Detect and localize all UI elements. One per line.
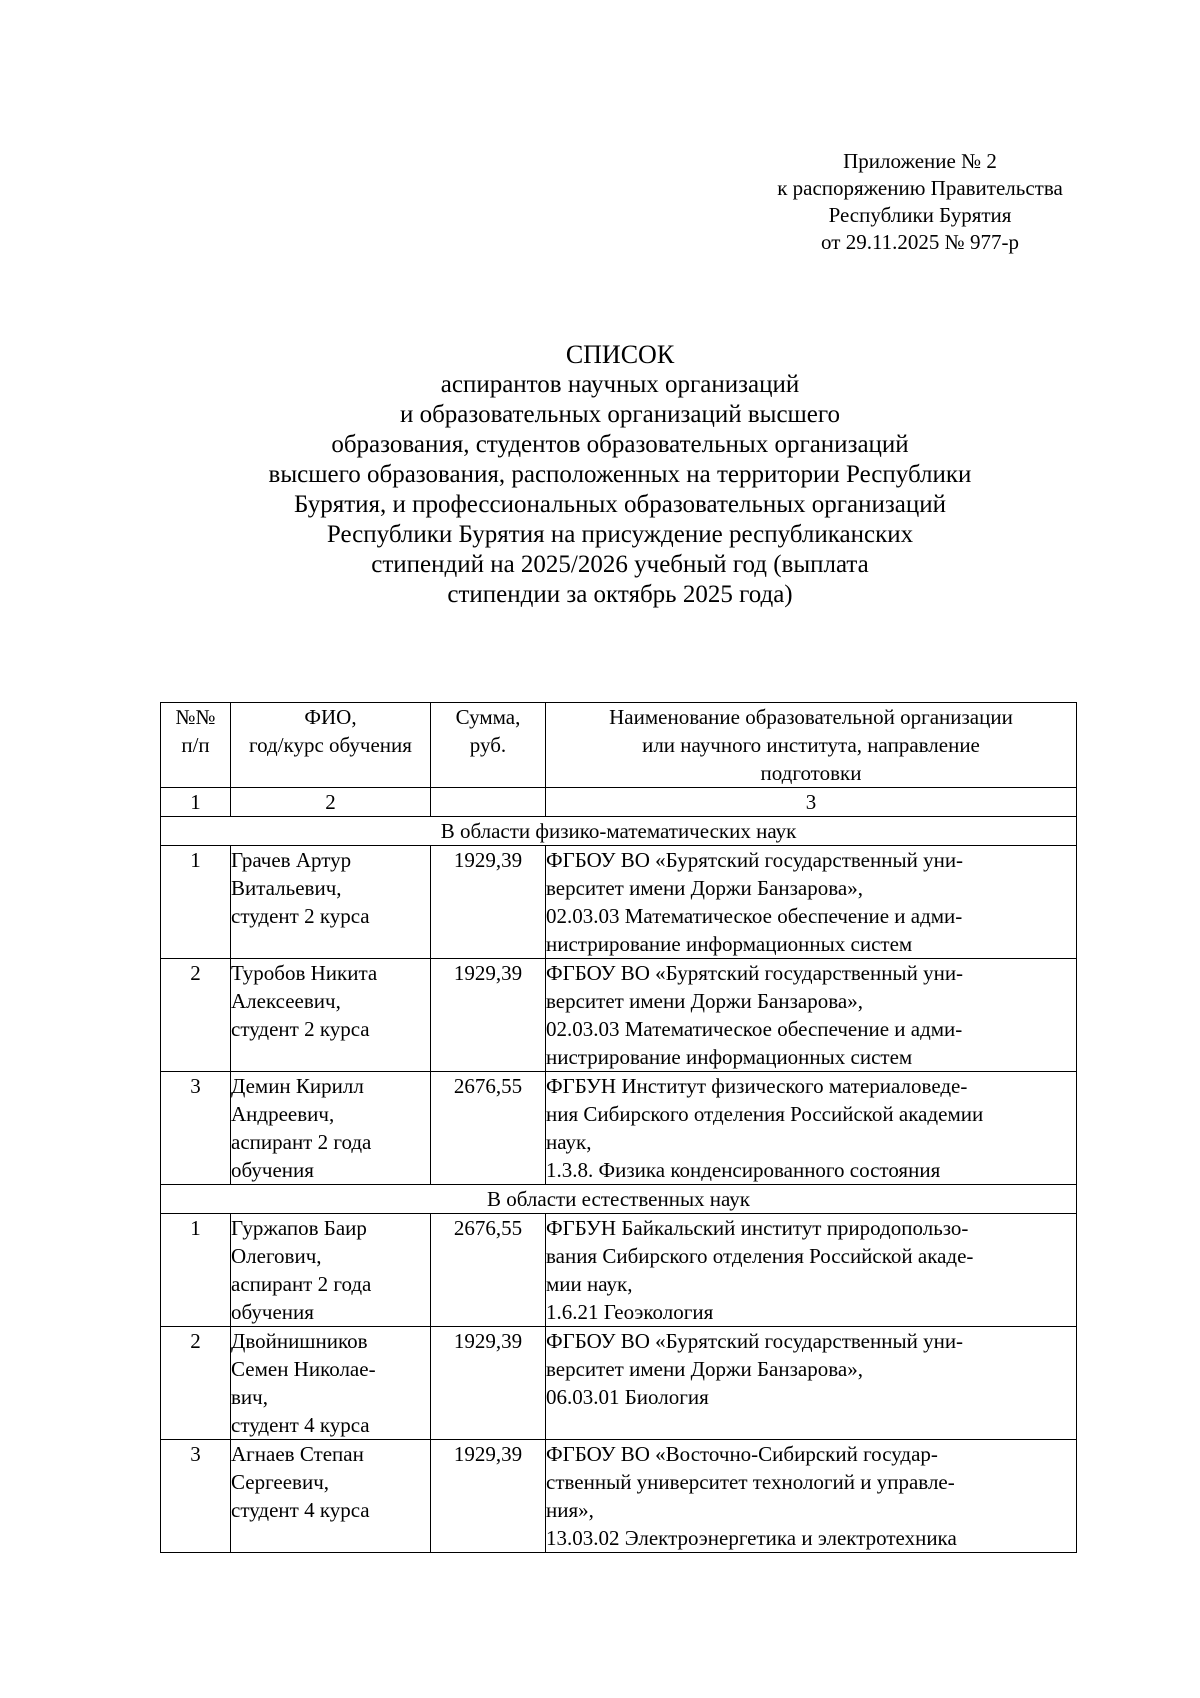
title-line: стипендии за октябрь 2025 года) bbox=[447, 581, 793, 608]
stipend-amount: 2676,55 bbox=[431, 1072, 546, 1185]
header-fio-line: ФИО, bbox=[304, 705, 357, 729]
organization-name bbox=[546, 1072, 1077, 1185]
header-sum-line: Сумма, bbox=[455, 705, 521, 729]
student-name-line: Гуржапов Баир bbox=[231, 1216, 367, 1240]
organization-line: ФГБУН Институт физического материаловеде- bbox=[546, 1074, 968, 1098]
row-number: 3 bbox=[161, 1072, 231, 1185]
organization-line: ФГБОУ ВО «Бурятский государственный уни- bbox=[546, 961, 964, 985]
header-org-line: Наименование образовательной организации bbox=[609, 705, 1013, 729]
student-name-line: Алексеевич, bbox=[231, 989, 341, 1013]
col-number: 2 bbox=[231, 788, 431, 817]
student-name-line: Агнаев Степан bbox=[231, 1442, 364, 1466]
row-number: 2 bbox=[161, 1327, 231, 1440]
title-line: образования, студентов образовательных организаций bbox=[331, 431, 909, 458]
table-row bbox=[161, 1072, 1077, 1185]
section-row bbox=[161, 1185, 1077, 1214]
appendix-block bbox=[740, 148, 1100, 256]
title-line: стипендий на 2025/2026 учебный год (выплата bbox=[371, 551, 869, 578]
table-row bbox=[161, 1440, 1077, 1553]
title-line: Бурятия, и профессиональных образовательных организаций bbox=[293, 491, 947, 518]
organization-line: 1.6.21 Геоэкология bbox=[546, 1300, 714, 1324]
student-name-line: Андреевич, bbox=[231, 1102, 335, 1126]
table-row bbox=[161, 846, 1077, 959]
student-name bbox=[231, 1440, 431, 1553]
title-line: Республики Бурятия на присуждение республиканских bbox=[326, 521, 914, 548]
stipend-amount: 1929,39 bbox=[431, 1327, 546, 1440]
organization-line: ния Сибирского отделения Российской академии bbox=[546, 1102, 984, 1126]
organization-line: ния», bbox=[546, 1498, 594, 1522]
student-name-line: студент 4 курса bbox=[231, 1413, 370, 1437]
student-name-line: Семен Николае- bbox=[231, 1357, 376, 1381]
header-fio bbox=[231, 703, 431, 788]
organization-line: нистрирование информационных систем bbox=[546, 1045, 913, 1069]
table-header-row bbox=[161, 703, 1077, 788]
organization-line: вания Сибирского отделения Российской акаде- bbox=[546, 1244, 974, 1268]
organization-name bbox=[546, 846, 1077, 959]
header-sum bbox=[431, 703, 546, 788]
organization-line: ственный университет технологий и управле- bbox=[546, 1470, 955, 1494]
student-name-line: Сергеевич, bbox=[231, 1470, 330, 1494]
student-name-line: обучения bbox=[231, 1300, 314, 1324]
title-line: высшего образования, расположенных на территории Республики bbox=[268, 461, 972, 488]
student-name-line: студент 4 курса bbox=[231, 1498, 370, 1522]
student-name-line: Демин Кирилл bbox=[231, 1074, 364, 1098]
student-name-line: Двойнишников bbox=[231, 1329, 368, 1353]
student-name-line: Витальевич, bbox=[231, 876, 342, 900]
student-name bbox=[231, 959, 431, 1072]
organization-line: нистрирование информационных систем bbox=[546, 932, 913, 956]
stipend-amount: 1929,39 bbox=[431, 1440, 546, 1553]
student-name-line: аспирант 2 года bbox=[231, 1130, 372, 1154]
title-line: и образовательных организаций высшего bbox=[399, 401, 841, 428]
student-name-line: студент 2 курса bbox=[231, 904, 370, 928]
student-name bbox=[231, 1327, 431, 1440]
header-fio-line: год/курс обучения bbox=[249, 733, 412, 757]
col-number: 3 bbox=[546, 788, 1077, 817]
student-name bbox=[231, 1214, 431, 1327]
student-name-line: аспирант 2 года bbox=[231, 1272, 372, 1296]
stipend-amount: 1929,39 bbox=[431, 846, 546, 959]
student-name-line: вич, bbox=[231, 1385, 268, 1409]
header-org-line: подготовки bbox=[760, 761, 862, 785]
organization-line: ФГБОУ ВО «Бурятский государственный уни- bbox=[546, 848, 964, 872]
header-num-line: №№ bbox=[175, 705, 216, 729]
column-number-row bbox=[161, 788, 1077, 817]
title-heading: СПИСОК bbox=[565, 340, 675, 369]
header-org-line: или научного института, направление bbox=[642, 733, 980, 757]
row-number: 2 bbox=[161, 959, 231, 1072]
appendix-line: от 29.11.2025 № 977-р bbox=[821, 230, 1019, 254]
organization-line: ФГБУН Байкальский институт природопользо- bbox=[546, 1216, 969, 1240]
organization-name bbox=[546, 1214, 1077, 1327]
organization-name bbox=[546, 959, 1077, 1072]
organization-line: мии наук, bbox=[546, 1272, 633, 1296]
organization-line: 13.03.02 Электроэнергетика и электротехника bbox=[546, 1526, 957, 1550]
organization-line: 02.03.03 Математическое обеспечение и адми- bbox=[546, 904, 963, 928]
document-title bbox=[180, 340, 1060, 610]
row-number: 3 bbox=[161, 1440, 231, 1553]
organization-line: верситет имени Доржи Банзарова», bbox=[546, 1357, 863, 1381]
stipend-table bbox=[160, 702, 1077, 1553]
student-name-line: студент 2 курса bbox=[231, 1017, 370, 1041]
table-row bbox=[161, 1327, 1077, 1440]
section-row bbox=[161, 817, 1077, 846]
student-name-line: Грачев Артур bbox=[231, 848, 352, 872]
organization-line: 06.03.01 Биология bbox=[546, 1385, 709, 1409]
student-name-line: Олегович, bbox=[231, 1244, 322, 1268]
col-number: 1 bbox=[161, 788, 231, 817]
organization-line: верситет имени Доржи Банзарова», bbox=[546, 876, 863, 900]
col-number bbox=[431, 788, 546, 817]
student-name bbox=[231, 1072, 431, 1185]
appendix-line: Приложение № 2 bbox=[843, 149, 997, 173]
organization-name bbox=[546, 1440, 1077, 1553]
appendix-line: к распоряжению Правительства bbox=[777, 176, 1063, 200]
organization-line: ФГБОУ ВО «Восточно-Сибирский государ- bbox=[546, 1442, 938, 1466]
header-sum-line: руб. bbox=[469, 733, 507, 757]
table-row bbox=[161, 1214, 1077, 1327]
organization-line: 02.03.03 Математическое обеспечение и адми- bbox=[546, 1017, 963, 1041]
organization-line: 1.3.8. Физика конденсированного состояния bbox=[546, 1158, 941, 1182]
table-body bbox=[161, 817, 1077, 1553]
organization-line: наук, bbox=[546, 1130, 592, 1154]
appendix-line: Республики Бурятия bbox=[828, 203, 1012, 227]
section-title: В области естественных наук bbox=[161, 1185, 1077, 1214]
student-name-line: обучения bbox=[231, 1158, 314, 1182]
stipend-amount: 2676,55 bbox=[431, 1214, 546, 1327]
organization-name bbox=[546, 1327, 1077, 1440]
table-row bbox=[161, 959, 1077, 1072]
section-title: В области физико-математических наук bbox=[161, 817, 1077, 846]
student-name-line: Туробов Никита bbox=[231, 961, 378, 985]
header-org bbox=[546, 703, 1077, 788]
header-num-line: п/п bbox=[181, 733, 210, 757]
stipend-amount: 1929,39 bbox=[431, 959, 546, 1072]
organization-line: ФГБОУ ВО «Бурятский государственный уни- bbox=[546, 1329, 964, 1353]
title-line: аспирантов научных организаций bbox=[440, 371, 800, 398]
organization-line: верситет имени Доржи Банзарова», bbox=[546, 989, 863, 1013]
row-number: 1 bbox=[161, 1214, 231, 1327]
header-num bbox=[161, 703, 231, 788]
student-name bbox=[231, 846, 431, 959]
row-number: 1 bbox=[161, 846, 231, 959]
